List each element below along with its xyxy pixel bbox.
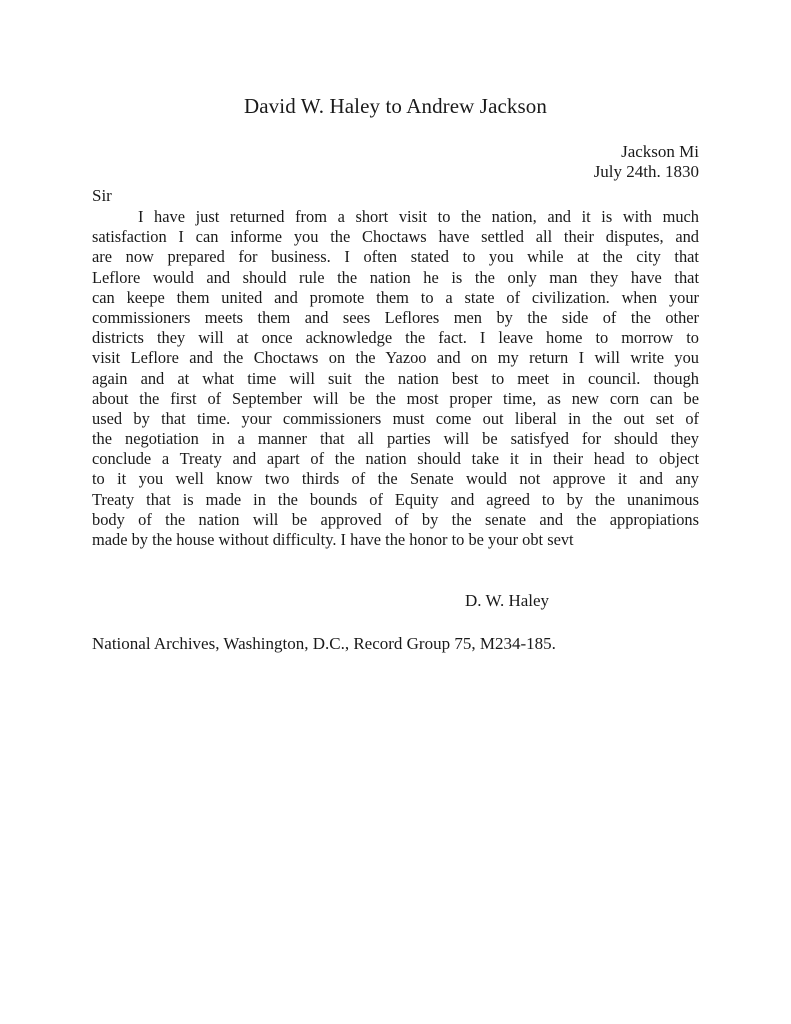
- letter-body: [92, 207, 699, 550]
- body-line: again and at what time will suit the nation best to meet in council. though: [92, 368, 699, 388]
- body-line: about the first of September will be the most proper time, as new corn can be: [92, 388, 699, 408]
- body-line: conclude a Treaty and apart of the nation should take it in their head to object: [92, 449, 699, 469]
- body-line: body of the nation will be approved of by the senate and the appropiations: [92, 509, 699, 529]
- body-line: visit Leflore and the Choctaws on the Yazoo and on my return I will write you: [92, 348, 699, 368]
- signature: D. W. Haley: [465, 591, 550, 610]
- body-line: I have just returned from a short visit to the nation, and it is with much: [138, 207, 699, 226]
- dateline: [594, 142, 699, 182]
- letter-date: July 24th. 1830: [593, 162, 699, 181]
- salutation: Sir: [92, 186, 112, 205]
- body-line: to it you well know two thirds of the Senate would not approve it and any: [92, 469, 699, 489]
- body-line: made by the house without difficulty. I have the honor to be your obt sevt: [92, 530, 574, 549]
- body-line: used by that time. your commissioners must come out liberal in the out set of: [92, 408, 699, 428]
- body-line: the negotiation in a manner that all parties will be satisfyed for should they: [92, 429, 699, 449]
- letter-place: Jackson Mi: [621, 142, 699, 161]
- archive-citation: National Archives, Washington, D.C., Record Group 75, M234-185.: [92, 634, 556, 653]
- document-title: David W. Haley to Andrew Jackson: [244, 94, 547, 118]
- body-line: commissioners meets them and sees Leflores men by the side of the other: [92, 307, 699, 327]
- body-line: Leflore would and should rule the nation he is the only man they have that: [92, 267, 699, 287]
- body-line: Treaty that is made in the bounds of Equity and agreed to by the unanimous: [92, 489, 699, 509]
- body-line: satisfaction I can informe you the Choctaws have settled all their disputes, and: [92, 227, 699, 247]
- body-line: can keepe them united and promote them to a state of civilization. when your: [92, 287, 699, 307]
- body-line: districts they will at once acknowledge the fact. I leave home to morrow to: [92, 328, 699, 348]
- body-line: are now prepared for business. I often stated to you while at the city that: [92, 247, 699, 267]
